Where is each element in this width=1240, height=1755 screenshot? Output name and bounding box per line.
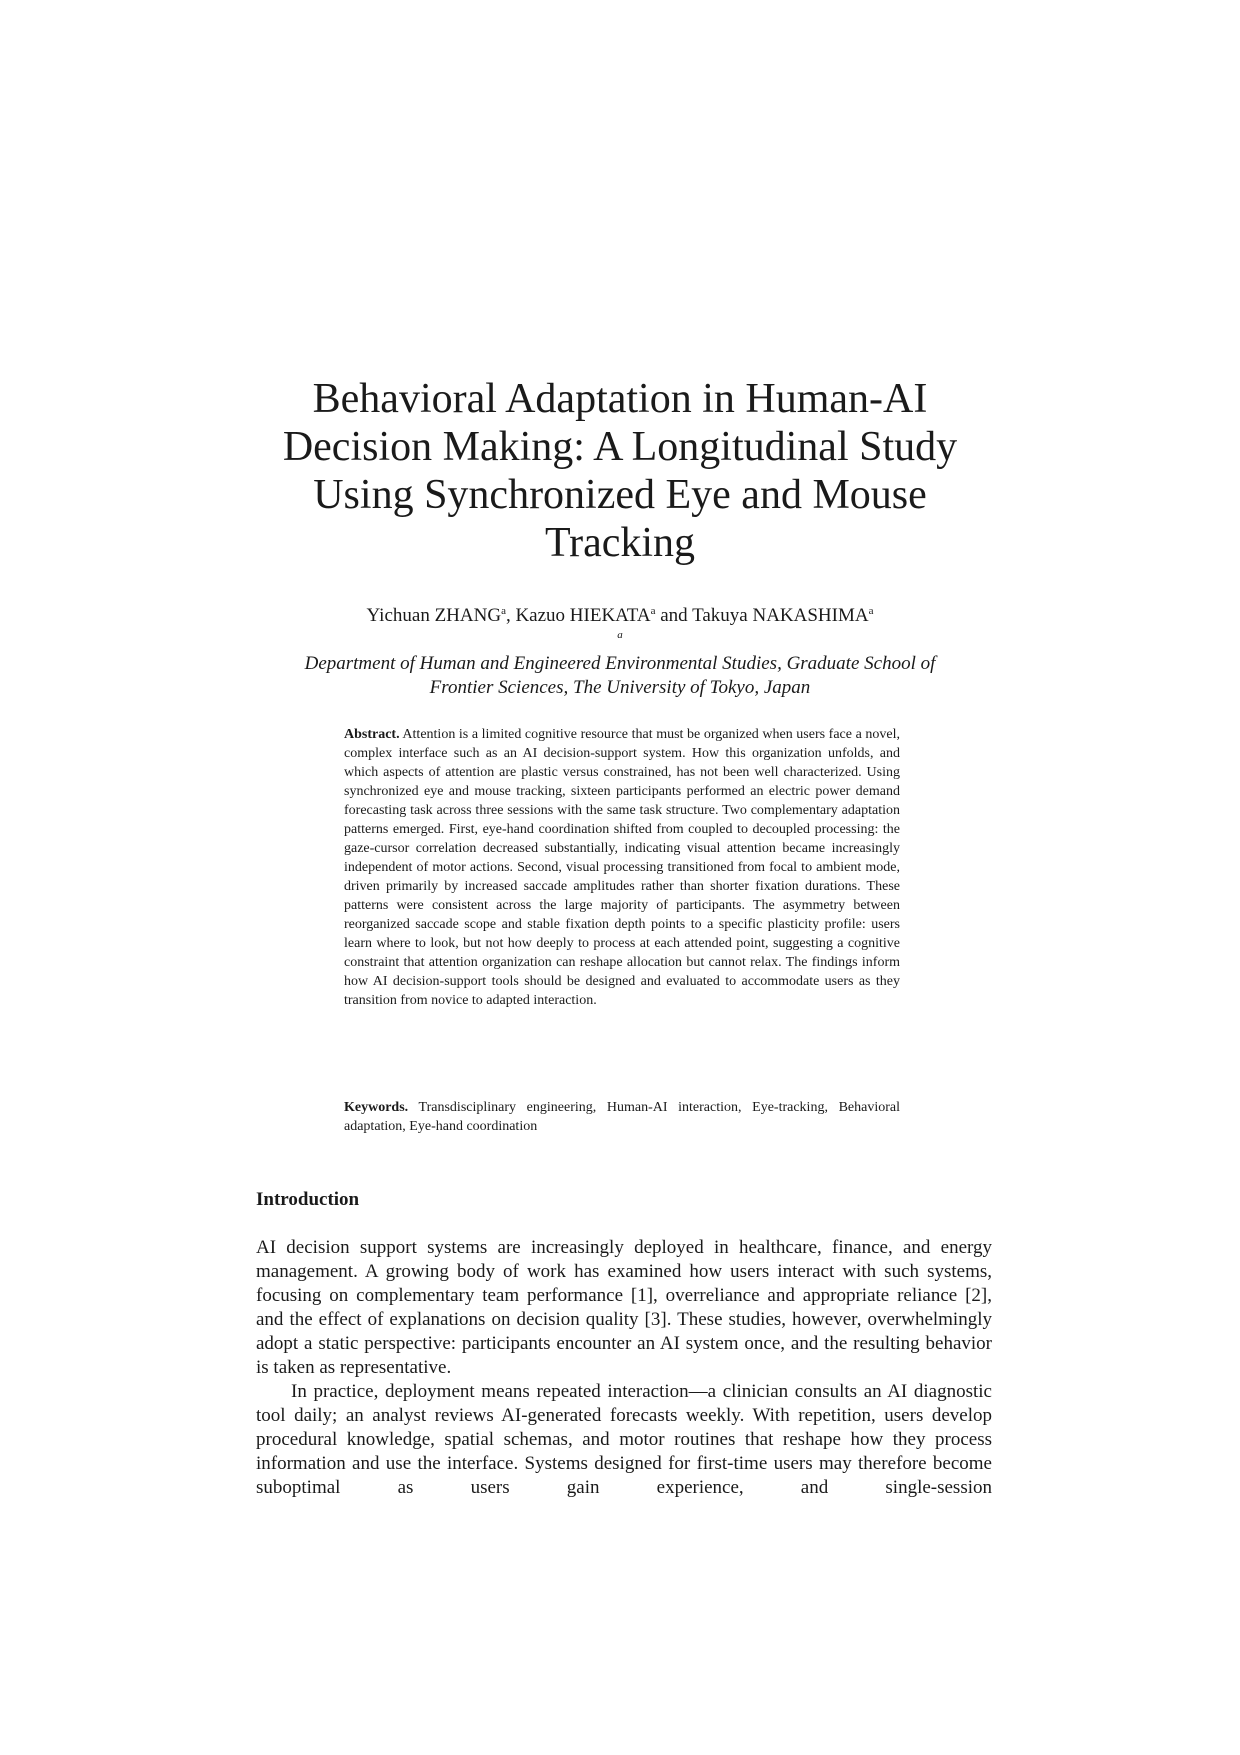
title-line: Decision Making: A Longitudinal Study — [282, 424, 958, 470]
author-separator: , — [505, 605, 516, 626]
title-line: Behavioral Adaptation in Human-AI — [312, 376, 928, 422]
author-name: Kazuo HIEKATA — [515, 605, 651, 626]
author-separator: and — [655, 605, 693, 626]
introduction-body — [256, 1236, 992, 1500]
affiliation-line: Frontier Sciences, The University of Tokyo, Japan — [429, 677, 811, 698]
keywords-text: Transdisciplinary engineering, Human-AI interaction, Eye-tracking, Behavioral adaptation, Eye-hand coordination — [344, 1100, 900, 1134]
paragraph: In practice, deployment means repeated interaction—a clinician consults an AI diagnostic tool daily; an analyst reviews AI-generated forecasts weekly. With repetition, users develop procedural knowledge, spatial schemas, and motor routines that reshape how they process information and use the interface. Systems designed for first-time users may therefore become suboptimal as users gain experience, and single-session — [256, 1381, 992, 1498]
author-name: Yichuan ZHANG — [366, 605, 502, 626]
title-line: Using Synchronized Eye and Mouse — [313, 472, 927, 518]
affiliation-line — [240, 628, 1000, 676]
abstract-label: Abstract. — [344, 727, 400, 742]
author-affiliation-marker: a — [868, 605, 874, 617]
affiliation-text: Department of Human and Engineered Environmental Studies, Graduate School of — [304, 653, 936, 674]
author-list — [240, 604, 1000, 628]
affiliation — [240, 628, 1000, 700]
keywords-label: Keywords. — [344, 1100, 409, 1115]
paper-title — [240, 375, 1000, 567]
affiliation-marker: a — [617, 629, 623, 641]
abstract — [344, 725, 900, 1010]
title-line: Tracking — [544, 520, 696, 566]
section-heading-introduction: Introduction — [256, 1189, 360, 1210]
author-affiliation-marker: a — [501, 605, 506, 617]
author-name: Takuya NAKASHIMA — [692, 605, 869, 626]
keywords — [344, 1098, 900, 1136]
abstract-text: Attention is a limited cognitive resource that must be organized when users face a novel, complex interface such as an AI decision-support system. How this organization unfolds, and which aspects of attention are plastic versus constrained, has not been well characterized. Using synchronized eye and mouse tracking, sixteen participants performed an electric power demand forecasting task across three sessions with the same task structure. Two complementary adaptation patterns emerged. First, eye-hand coordination shifted from coupled to decoupled processing: the gaze-cursor correlation decreased substantially, indicating visual attention became increasingly independent of motor actions. Second, visual processing transitioned from focal to ambient mode, driven primarily by increased saccade amplitudes rather than shorter fixation durations. These patterns were consistent across the large majority of participants. The asymmetry between reorganized saccade scope and stable fixation depth points to a specific plasticity profile: users learn where to look, but not how deeply to process at each attended point, suggesting a cognitive constraint that attention organization can reshape allocation but cannot relax. The findings inform how AI decision-support tools should be designed and evaluated to accommodate users as they transition from novice to adapted interaction. — [344, 727, 900, 1008]
paragraph: AI decision support systems are increasingly deployed in healthcare, finance, and energy management. A growing body of work has examined how users interact with such systems, focusing on complementary team performance [1], overreliance and appropriate reliance [2], and the effect of explanations on decision quality [3]. These studies, however, overwhelmingly adopt a static perspective: participants encounter an AI system once, and the resulting behavior is taken as representative. — [256, 1237, 992, 1378]
author-affiliation-marker: a — [650, 605, 656, 617]
